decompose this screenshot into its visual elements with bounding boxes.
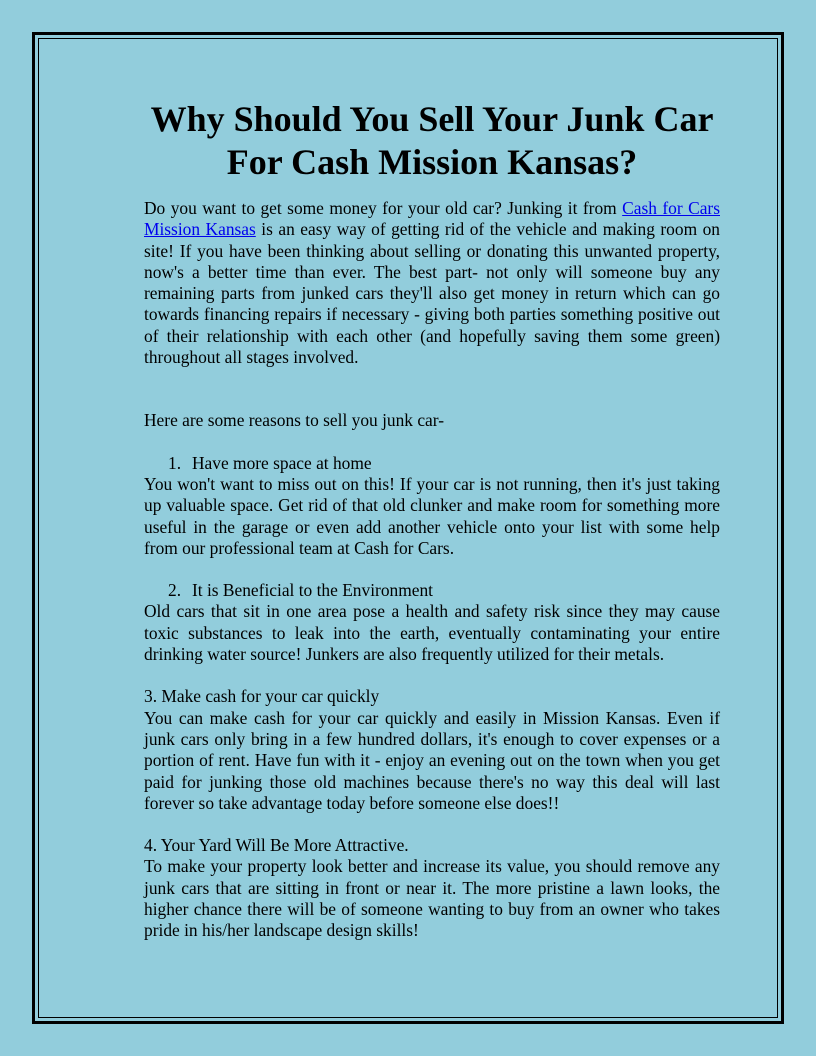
- cash-for-cars-link[interactable]: Cash for Cars Mission Kansas: [144, 198, 720, 240]
- reason-1-body: You won't want to miss out on this! If your car is not running, then it's just taking up valuable space. Get rid of that old clunker and make room for something more useful in the garage or even add another vehicle onto your list with some help from our professional team at Cash for Cars.: [144, 473, 720, 558]
- reason-2-body: Old cars that sit in one area pose a health and safety risk since they may cause toxic substances to leak into the earth, eventually contaminating your entire drinking water source! Junkers are also frequently utilized for their metals.: [144, 601, 720, 665]
- intro-paragraph: [144, 198, 720, 368]
- reason-1-title: Have more space at home: [192, 452, 372, 473]
- reason-1-number: 1.: [168, 452, 182, 473]
- reason-4-body: To make your property look better and increase its value, you should remove any junk cars that are sitting in front or near it. The more pristine a lawn looks, the higher chance there will be of someone wanting to buy from an owner who takes pride in his/her landscape design skills!: [144, 856, 720, 941]
- reason-1-heading: [144, 453, 720, 474]
- reasons-intro: Here are some reasons to sell you junk car-: [144, 410, 445, 431]
- intro-text-before: Do you want to get some money for your old car? Junking it from: [144, 198, 623, 218]
- reason-2-title: It is Beneficial to the Environment: [192, 580, 433, 601]
- reason-4-heading: 4. Your Yard Will Be More Attractive.: [144, 835, 409, 856]
- intro-text-after: is an easy way of getting rid of the vehicle and making room on site! If you have been thinking about selling or donating this unwanted property, now's a better time than ever. The best part- not only will someone buy any remaining parts from junked cars they'll also get money in return which can go towards financing repairs if necessary - giving both parties something positive out of their relationship with each other (and hopefully saving them some green) throughout all stages involved.: [144, 219, 720, 368]
- reason-3-body: You can make cash for your car quickly and easily in Mission Kansas. Even if junk cars only bring in a few hundred dollars, it's enough to cover expenses or a portion of rent. Have fun with it - enjoy an evening out on the town when you get paid for junking those old machines because there's no way this deal will last forever so take advantage today before someone else does!!: [144, 707, 720, 813]
- document-body: [144, 98, 720, 942]
- page-title: Why Should You Sell Your Junk Car For Cash Mission Kansas?: [150, 99, 714, 182]
- reason-3-heading: 3. Make cash for your car quickly: [144, 686, 380, 707]
- reason-2-heading: [144, 580, 720, 601]
- reason-2-number: 2.: [168, 580, 182, 601]
